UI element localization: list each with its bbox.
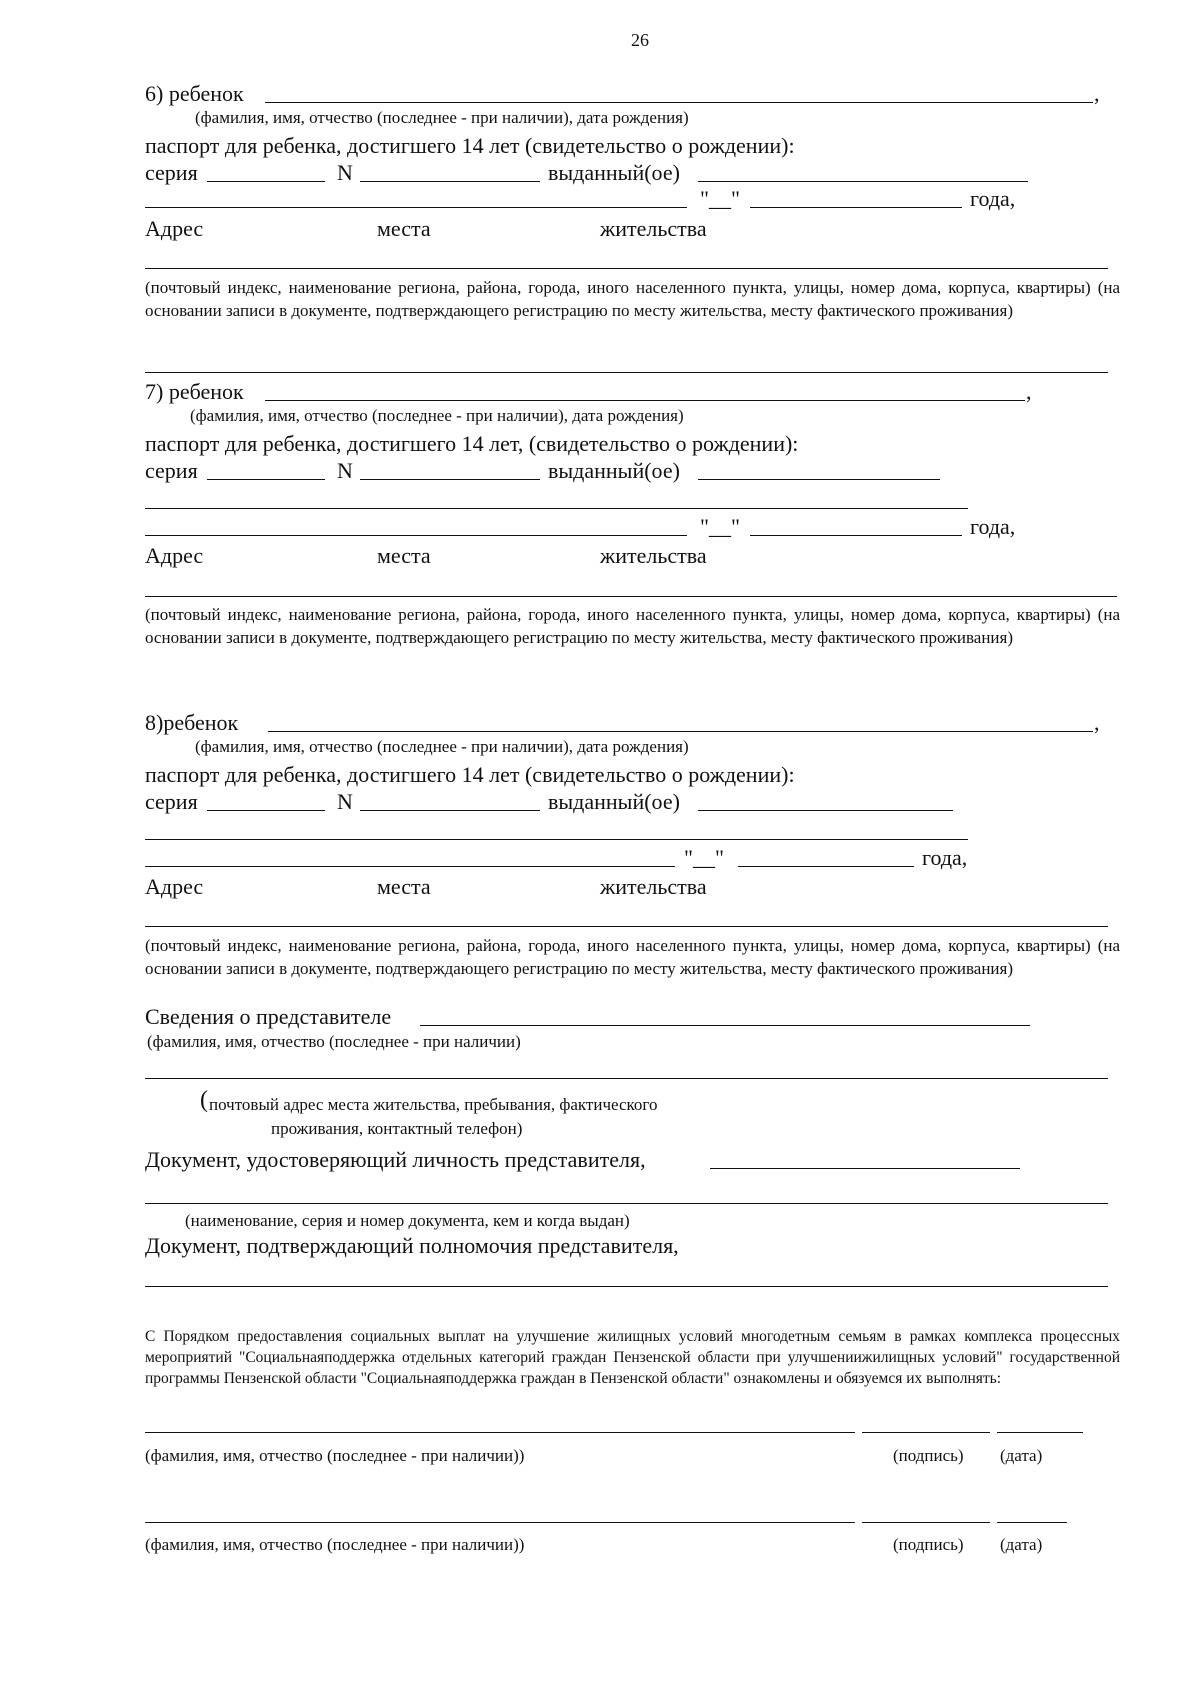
child-7-series-label: серия: [145, 458, 198, 483]
child-7-day-field[interactable]: "__": [700, 514, 740, 539]
address-label-zhitelstva: жительства: [600, 874, 707, 899]
child-6-day-field[interactable]: "__": [700, 186, 740, 211]
representative-id-doc-field[interactable]: [710, 1168, 1020, 1169]
child-7-fio-caption: (фамилия, имя, отчество (последнее - при наличии), дата рождения): [190, 406, 684, 425]
child-8-issued-field[interactable]: [698, 810, 953, 811]
address-label-mesta: места: [377, 874, 431, 899]
signature-2-date-field[interactable]: [997, 1522, 1067, 1523]
child-8-fio-caption: (фамилия, имя, отчество (последнее - при наличии), дата рождения): [195, 737, 689, 756]
child-6-issued-field[interactable]: [698, 181, 1028, 182]
child-6-issued-label: выданный(ое): [548, 160, 680, 185]
representative-postal-caption-1: почтовый адрес места жительства, пребывания, фактического: [209, 1095, 658, 1114]
child-7-number-label: N: [337, 458, 353, 483]
child-6-label: 6) ребенок: [145, 81, 244, 106]
child-6-passport-label: паспорт для ребенка, достигшего 14 лет (свидетельство о рождении):: [145, 133, 795, 158]
child-7-name-field[interactable]: [265, 400, 1025, 401]
signature-1-sign-field[interactable]: [862, 1432, 990, 1433]
address-label-adres: Адрес: [145, 874, 204, 899]
child-7-issuer-field-2[interactable]: [145, 535, 687, 536]
representative-postal-paren: (: [200, 1087, 208, 1113]
child-8-passport-label: паспорт для ребенка, достигшего 14 лет (свидетельство о рождении):: [145, 762, 795, 787]
representative-address-field[interactable]: [145, 1078, 1108, 1079]
representative-id-doc-field-2[interactable]: [145, 1203, 1108, 1204]
child-7-series-field[interactable]: [207, 479, 325, 480]
child-6-series-field[interactable]: [207, 181, 325, 182]
signature-1-fio-field[interactable]: [145, 1432, 855, 1433]
child-6-issuer-field[interactable]: [145, 207, 687, 208]
signature-2-sign-field[interactable]: [862, 1522, 990, 1523]
address-label-adres: Адрес: [145, 216, 204, 241]
child-7-number-field[interactable]: [360, 479, 540, 480]
child-7-label: 7) ребенок: [145, 379, 244, 404]
child-6-extra-line[interactable]: [145, 372, 1108, 373]
child-6-address-caption: (почтовый индекс, наименование региона, района, города, иного населенного пункта, улицы, номер дома, корпуса, квартиры) (на основании записи в документе, подтверждающего регистрацию по месту жительства, месту фактического проживания): [145, 278, 1120, 320]
representative-info-label: Сведения о представителе: [145, 1004, 392, 1029]
child-6-year-label: года,: [970, 186, 1016, 211]
child-7-issued-field[interactable]: [698, 479, 940, 480]
child-8-issuer-field-2[interactable]: [145, 866, 675, 867]
child-7-year-label: года,: [970, 514, 1016, 539]
signature-2-fio-field[interactable]: [145, 1522, 855, 1523]
representative-name-field[interactable]: [420, 1025, 1030, 1026]
representative-authority-label: Документ, подтверждающий полномочия представителя,: [145, 1233, 679, 1258]
child-8-month-field[interactable]: [738, 866, 914, 867]
child-7-issued-label: выданный(ое): [548, 458, 680, 483]
signature-2-fio-caption: (фамилия, имя, отчество (последнее - при наличии)): [145, 1535, 525, 1554]
signature-2-sign-caption: (подпись): [893, 1535, 964, 1554]
comma: ,: [1094, 81, 1100, 106]
representative-fio-caption: (фамилия, имя, отчество (последнее - при наличии): [147, 1032, 521, 1051]
signature-1-date-field[interactable]: [997, 1432, 1083, 1433]
child-8-day-field[interactable]: "__": [684, 845, 724, 870]
child-6-fio-caption: (фамилия, имя, отчество (последнее - при наличии), дата рождения): [195, 108, 689, 127]
comma: ,: [1026, 379, 1032, 404]
address-label-zhitelstva: жительства: [600, 216, 707, 241]
child-6-address-field[interactable]: [145, 268, 1108, 269]
consent-text: С Порядком предоставления социальных выплат на улучшение жилищных условий многодетным семьям в рамках комплекса процессных мероприятий "Социальнаяподдержка отдельных категорий граждан Пензенской области при улучшениижилищных условий" государственной программы Пензенской области "Социальнаяподдержка граждан в Пензенской области" ознакомлены и обязуемся их выполнять:: [145, 1328, 1120, 1387]
comma: ,: [1094, 710, 1100, 735]
child-7-address-caption: (почтовый индекс, наименование региона, района, города, иного населенного пункта, улицы, номер дома, корпуса, квартиры) (на основании записи в документе, подтверждающего регистрацию по месту жительства, месту фактического проживания): [145, 605, 1120, 647]
child-8-number-field[interactable]: [360, 810, 540, 811]
representative-id-doc-label: Документ, удостоверяющий личность представителя,: [145, 1147, 646, 1172]
child-8-address-field[interactable]: [145, 926, 1108, 927]
address-label-mesta: места: [377, 216, 431, 241]
child-7-passport-label: паспорт для ребенка, достигшего 14 лет, (свидетельство о рождении):: [145, 431, 799, 456]
child-8-series-field[interactable]: [207, 810, 325, 811]
child-8-label: 8)ребенок: [145, 710, 239, 735]
address-label-zhitelstva: жительства: [600, 543, 707, 568]
page-number: 26: [631, 30, 649, 50]
signature-2-date-caption: (дата): [1000, 1535, 1043, 1554]
address-label-mesta: места: [377, 543, 431, 568]
child-8-address-caption: (почтовый индекс, наименование региона, района, города, иного населенного пункта, улицы, номер дома, корпуса, квартиры) (на основании записи в документе, подтверждающего регистрацию по месту жительства, месту фактического проживания): [145, 936, 1120, 978]
signature-1-fio-caption: (фамилия, имя, отчество (последнее - при наличии)): [145, 1446, 525, 1465]
child-8-issued-label: выданный(ое): [548, 789, 680, 814]
child-6-month-field[interactable]: [750, 207, 962, 208]
representative-postal-caption-2: проживания, контактный телефон): [271, 1119, 523, 1138]
representative-authority-field[interactable]: [145, 1286, 1108, 1287]
child-8-series-label: серия: [145, 789, 198, 814]
child-6-series-label: серия: [145, 160, 198, 185]
representative-id-doc-caption: (наименование, серия и номер документа, кем и когда выдан): [185, 1211, 630, 1230]
child-7-month-field[interactable]: [750, 535, 962, 536]
child-8-issuer-field[interactable]: [145, 839, 968, 840]
child-6-number-label: N: [337, 160, 353, 185]
signature-1-sign-caption: (подпись): [893, 1446, 964, 1465]
child-7-address-field[interactable]: [145, 596, 1117, 597]
child-8-number-label: N: [337, 789, 353, 814]
address-label-adres: Адрес: [145, 543, 204, 568]
child-6-name-field[interactable]: [265, 102, 1093, 103]
child-8-name-field[interactable]: [268, 731, 1093, 732]
child-6-number-field[interactable]: [360, 181, 540, 182]
child-7-issuer-field[interactable]: [145, 508, 968, 509]
signature-1-date-caption: (дата): [1000, 1446, 1043, 1465]
child-8-year-label: года,: [922, 845, 968, 870]
